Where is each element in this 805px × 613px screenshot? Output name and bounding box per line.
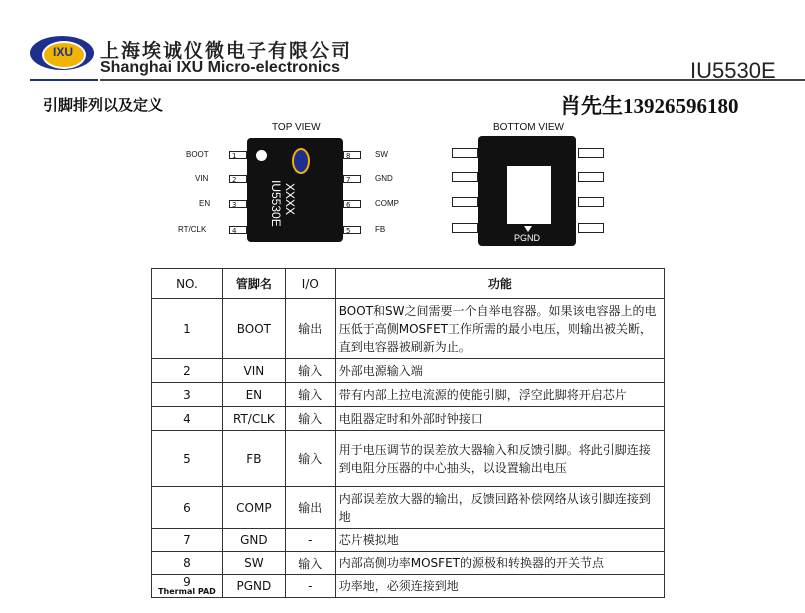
row-io: 输入: [285, 552, 335, 575]
table-row: [152, 529, 665, 552]
table-header-row: [152, 269, 665, 299]
bottom-pin-left-2: [452, 172, 478, 182]
logo-text: IXU: [52, 45, 73, 59]
row-no: 4: [152, 407, 223, 431]
row-pin: COMP: [222, 487, 285, 529]
row-io: 输出: [285, 299, 335, 359]
top-pin-5: 5: [343, 226, 361, 234]
row-function: 电阻器定时和外部时钟接口: [335, 407, 664, 431]
top-pin-7: 7: [343, 175, 361, 183]
pin-definition-table: [151, 268, 665, 598]
company-name-en: Shanghai IXU Micro-electronics: [100, 59, 341, 76]
row-no: 1: [152, 299, 223, 359]
top-pin-4: 4: [229, 226, 247, 234]
top-pin-3: 3: [229, 200, 247, 208]
top-pin-name-1: BOOT: [186, 150, 209, 159]
row-function: 内部误差放大器的输出，反馈回路补偿网络从该引脚连接到地: [335, 487, 664, 529]
table-row: [152, 383, 665, 407]
bottom-pin-right-4: [578, 223, 604, 233]
thermal-pad: [507, 166, 551, 224]
row-function: 用于电压调节的误差放大器输入和反馈引脚。将此引脚连接到电阻分压器的中心抽头，以设置输出电压: [335, 431, 664, 487]
table-row: [152, 552, 665, 575]
table-row: [152, 575, 665, 598]
part-number: IU5530E: [690, 58, 776, 83]
row-pin: GND: [222, 529, 285, 552]
row-pin: SW: [222, 552, 285, 575]
bottom-pin-left-3: [452, 197, 478, 207]
row-no: [152, 575, 223, 598]
table-row: [152, 407, 665, 431]
bottom-pin-right-1: [578, 148, 604, 158]
top-pin-2: 2: [229, 175, 247, 183]
row-no: 8: [152, 552, 223, 575]
pgnd-label: PGND: [514, 233, 541, 243]
top-pin-name-8: SW: [375, 150, 388, 159]
header-divider: [100, 79, 805, 81]
row-no-number: 9: [183, 574, 191, 589]
row-function: 功率地，必须连接到地: [335, 575, 664, 598]
row-pin: PGND: [222, 575, 285, 598]
bottom-pin-right-3: [578, 197, 604, 207]
bottom-view-title: BOTTOM VIEW: [493, 122, 564, 133]
chip-logo-mark: [292, 148, 310, 174]
top-pin-8: 8: [343, 151, 361, 159]
header-io: I/O: [285, 269, 335, 299]
top-pin-name-6: COMP: [375, 199, 399, 208]
row-pin: RT/CLK: [222, 407, 285, 431]
row-function: 外部电源输入端: [335, 359, 664, 383]
row-io: 输入: [285, 359, 335, 383]
row-no: 5: [152, 431, 223, 487]
header-pin-name: 管脚名: [222, 269, 285, 299]
header-no: NO.: [152, 269, 223, 299]
bottom-pin-left-4: [452, 223, 478, 233]
row-no: 2: [152, 359, 223, 383]
bottom-pin-right-2: [578, 172, 604, 182]
row-function: 内部高侧功率MOSFET的源极和转换器的开关节点: [335, 552, 664, 575]
row-no: 7: [152, 529, 223, 552]
row-pin: BOOT: [222, 299, 285, 359]
header-accent-line: [30, 79, 98, 81]
header-function: 功能: [335, 269, 664, 299]
row-io: 输出: [285, 487, 335, 529]
row-io: -: [285, 529, 335, 552]
pin1-marker-dot: [256, 150, 267, 161]
section-title: 引脚排列以及定义: [43, 96, 164, 114]
chip-marking-lot: XXXX: [283, 183, 297, 216]
row-no: 3: [152, 383, 223, 407]
row-pin: VIN: [222, 359, 285, 383]
top-pin-name-4: RT/CLK: [178, 225, 207, 234]
bottom-pin-left-1: [452, 148, 478, 158]
top-pin-name-2: VIN: [195, 174, 209, 183]
row-no-thermal-pad: Thermal PAD: [158, 586, 216, 596]
top-view-title: TOP VIEW: [272, 122, 321, 133]
top-pin-1: 1: [229, 151, 247, 159]
row-function: 带有内部上拉电流源的使能引脚，浮空此脚将开启芯片: [335, 383, 664, 407]
table-row: [152, 431, 665, 487]
table-row: [152, 359, 665, 383]
top-pin-6: 6: [343, 200, 361, 208]
pad-arrow-icon: [524, 226, 532, 232]
top-pin-name-3: EN: [199, 199, 211, 208]
top-pin-name-7: GND: [375, 174, 393, 183]
row-io: 输入: [285, 431, 335, 487]
row-function: 芯片模拟地: [335, 529, 664, 552]
row-io: -: [285, 575, 335, 598]
row-function: BOOT和SW之间需要一个自举电容器。如果该电容器上的电压低于高侧MOSFET工作所需的最小电压，则输出被关断，直到电容器被刷新为止。: [335, 299, 664, 359]
table-row: [152, 299, 665, 359]
top-pin-name-5: FB: [375, 225, 386, 234]
table-row: [152, 487, 665, 529]
row-io: 输入: [285, 407, 335, 431]
row-pin: FB: [222, 431, 285, 487]
row-no: 6: [152, 487, 223, 529]
contact-info: 肖先生13926596180: [560, 94, 739, 118]
row-pin: EN: [222, 383, 285, 407]
company-name-cn: 上海埃诚仪微电子有限公司: [100, 40, 353, 62]
row-io: 输入: [285, 383, 335, 407]
chip-marking-part: IU5530E: [269, 180, 283, 227]
